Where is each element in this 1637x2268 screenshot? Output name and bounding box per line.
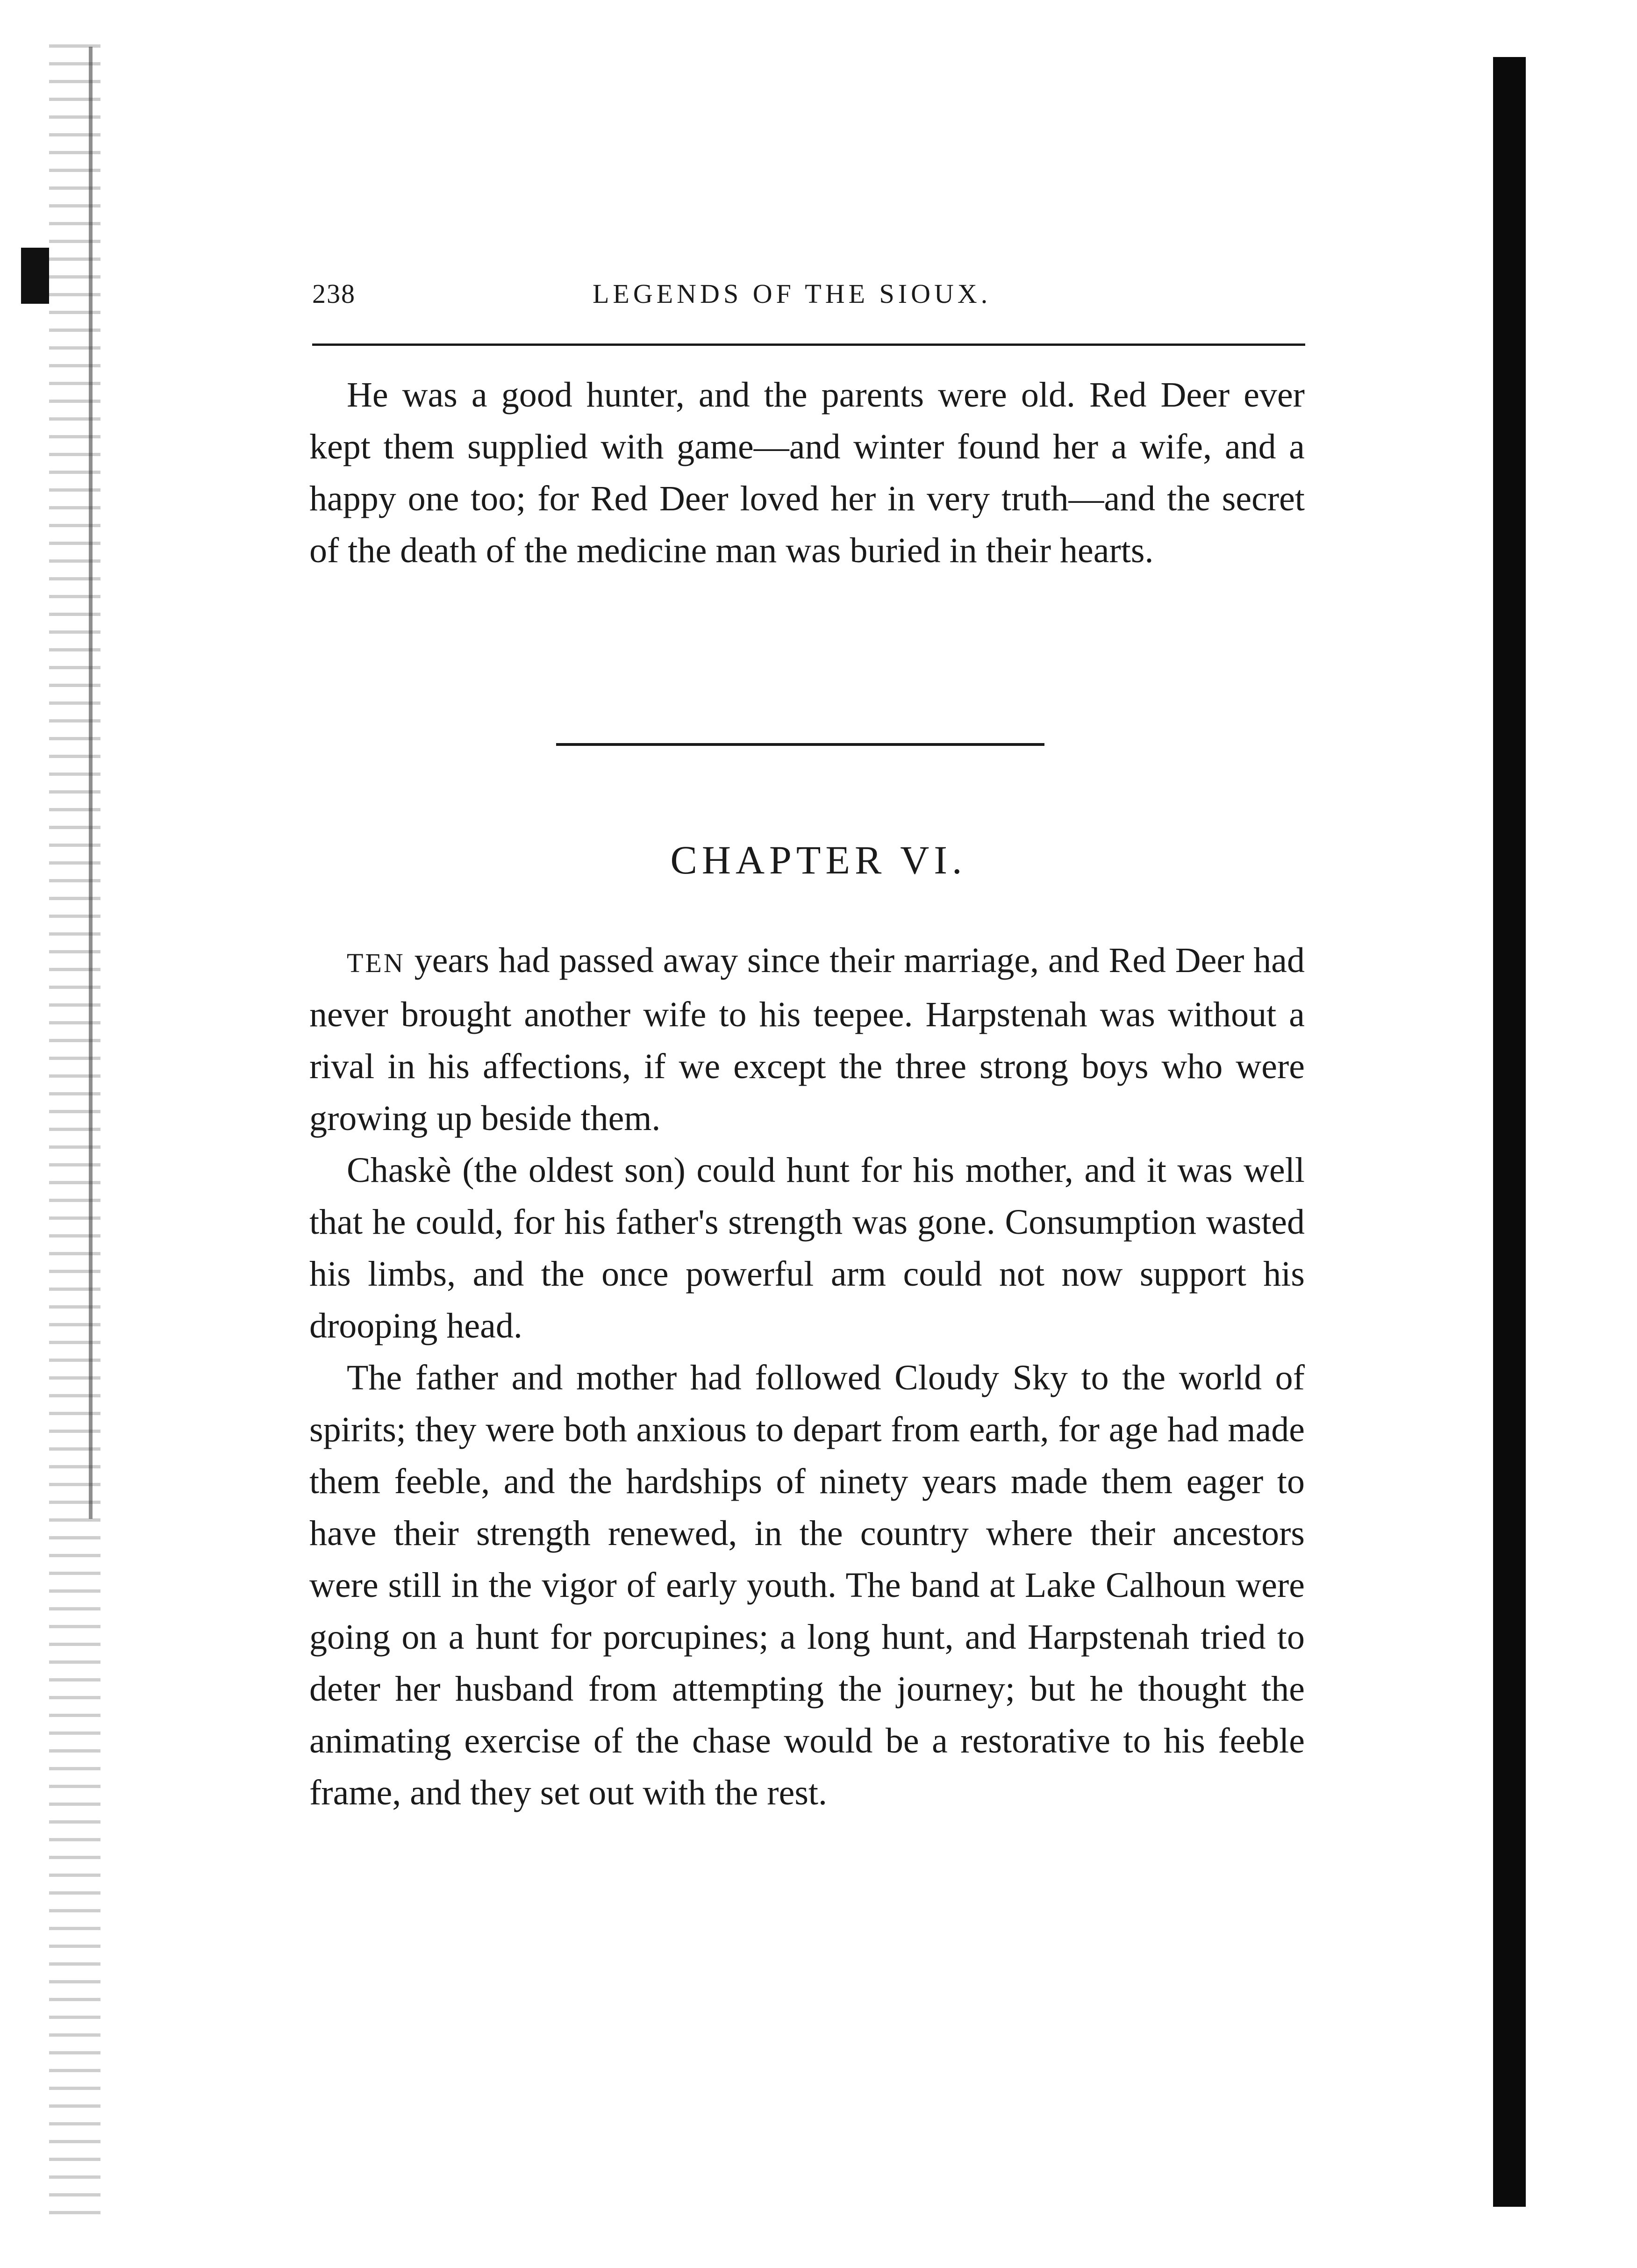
header-rule xyxy=(312,343,1305,346)
scan-right-edge-border xyxy=(1493,57,1526,2207)
chapter-paragraph-1-text: years had passed away since their marriage, and Red Deer had never brought another wife to his teepee. Harpstenah was without a rival in his affections, if we except the three strong boys who were growing up beside them. xyxy=(309,941,1305,1138)
chapter-text-block xyxy=(309,935,1305,1819)
chapter-initial-word: TEN xyxy=(347,948,405,978)
scan-left-edge-block xyxy=(21,248,49,304)
chapter-paragraph-3: The father and mother had followed Cloudy Sky to the world of spirits; they were both anxious to depart from earth, for age had made them feeble, and the hardships of ninety years made them eager to have their strength renewed, in the country where their ancestors were still in the vigor of early youth. The band at Lake Calhoun were going on a hunt for porcupines; a long hunt, and Harpstenah tried to deter her husband from attempting the journey; but he thought the animating exercise of the chase would be a restorative to his feeble frame, and they set out with the rest. xyxy=(309,1358,1305,1812)
opening-text-block xyxy=(309,369,1305,577)
chapter-heading: CHAPTER VI. xyxy=(670,837,967,882)
chapter-paragraph-1 xyxy=(309,935,1305,1145)
opening-paragraph: He was a good hunter, and the parents were old. Red Deer ever kept them supplied with game—and winter found her a wife, and a happy one too; for Red Deer loved her in very truth—and the secret of the death of the medicine man was buried in their hearts. xyxy=(309,375,1305,570)
chapter-paragraph-2: Chaskè (the oldest son) could hunt for his mother, and it was well that he could, for his father's strength was gone. Consumption wasted his limbs, and the once powerful arm could not now support his drooping head. xyxy=(309,1151,1305,1345)
section-divider-rule xyxy=(556,743,1044,746)
scan-left-edge-line xyxy=(89,47,93,1519)
scan-left-edge-artifact xyxy=(49,44,100,2218)
running-title: LEGENDS OF THE SIOUX. xyxy=(593,279,992,309)
page-number: 238 xyxy=(312,279,356,309)
page-header xyxy=(312,278,1303,320)
